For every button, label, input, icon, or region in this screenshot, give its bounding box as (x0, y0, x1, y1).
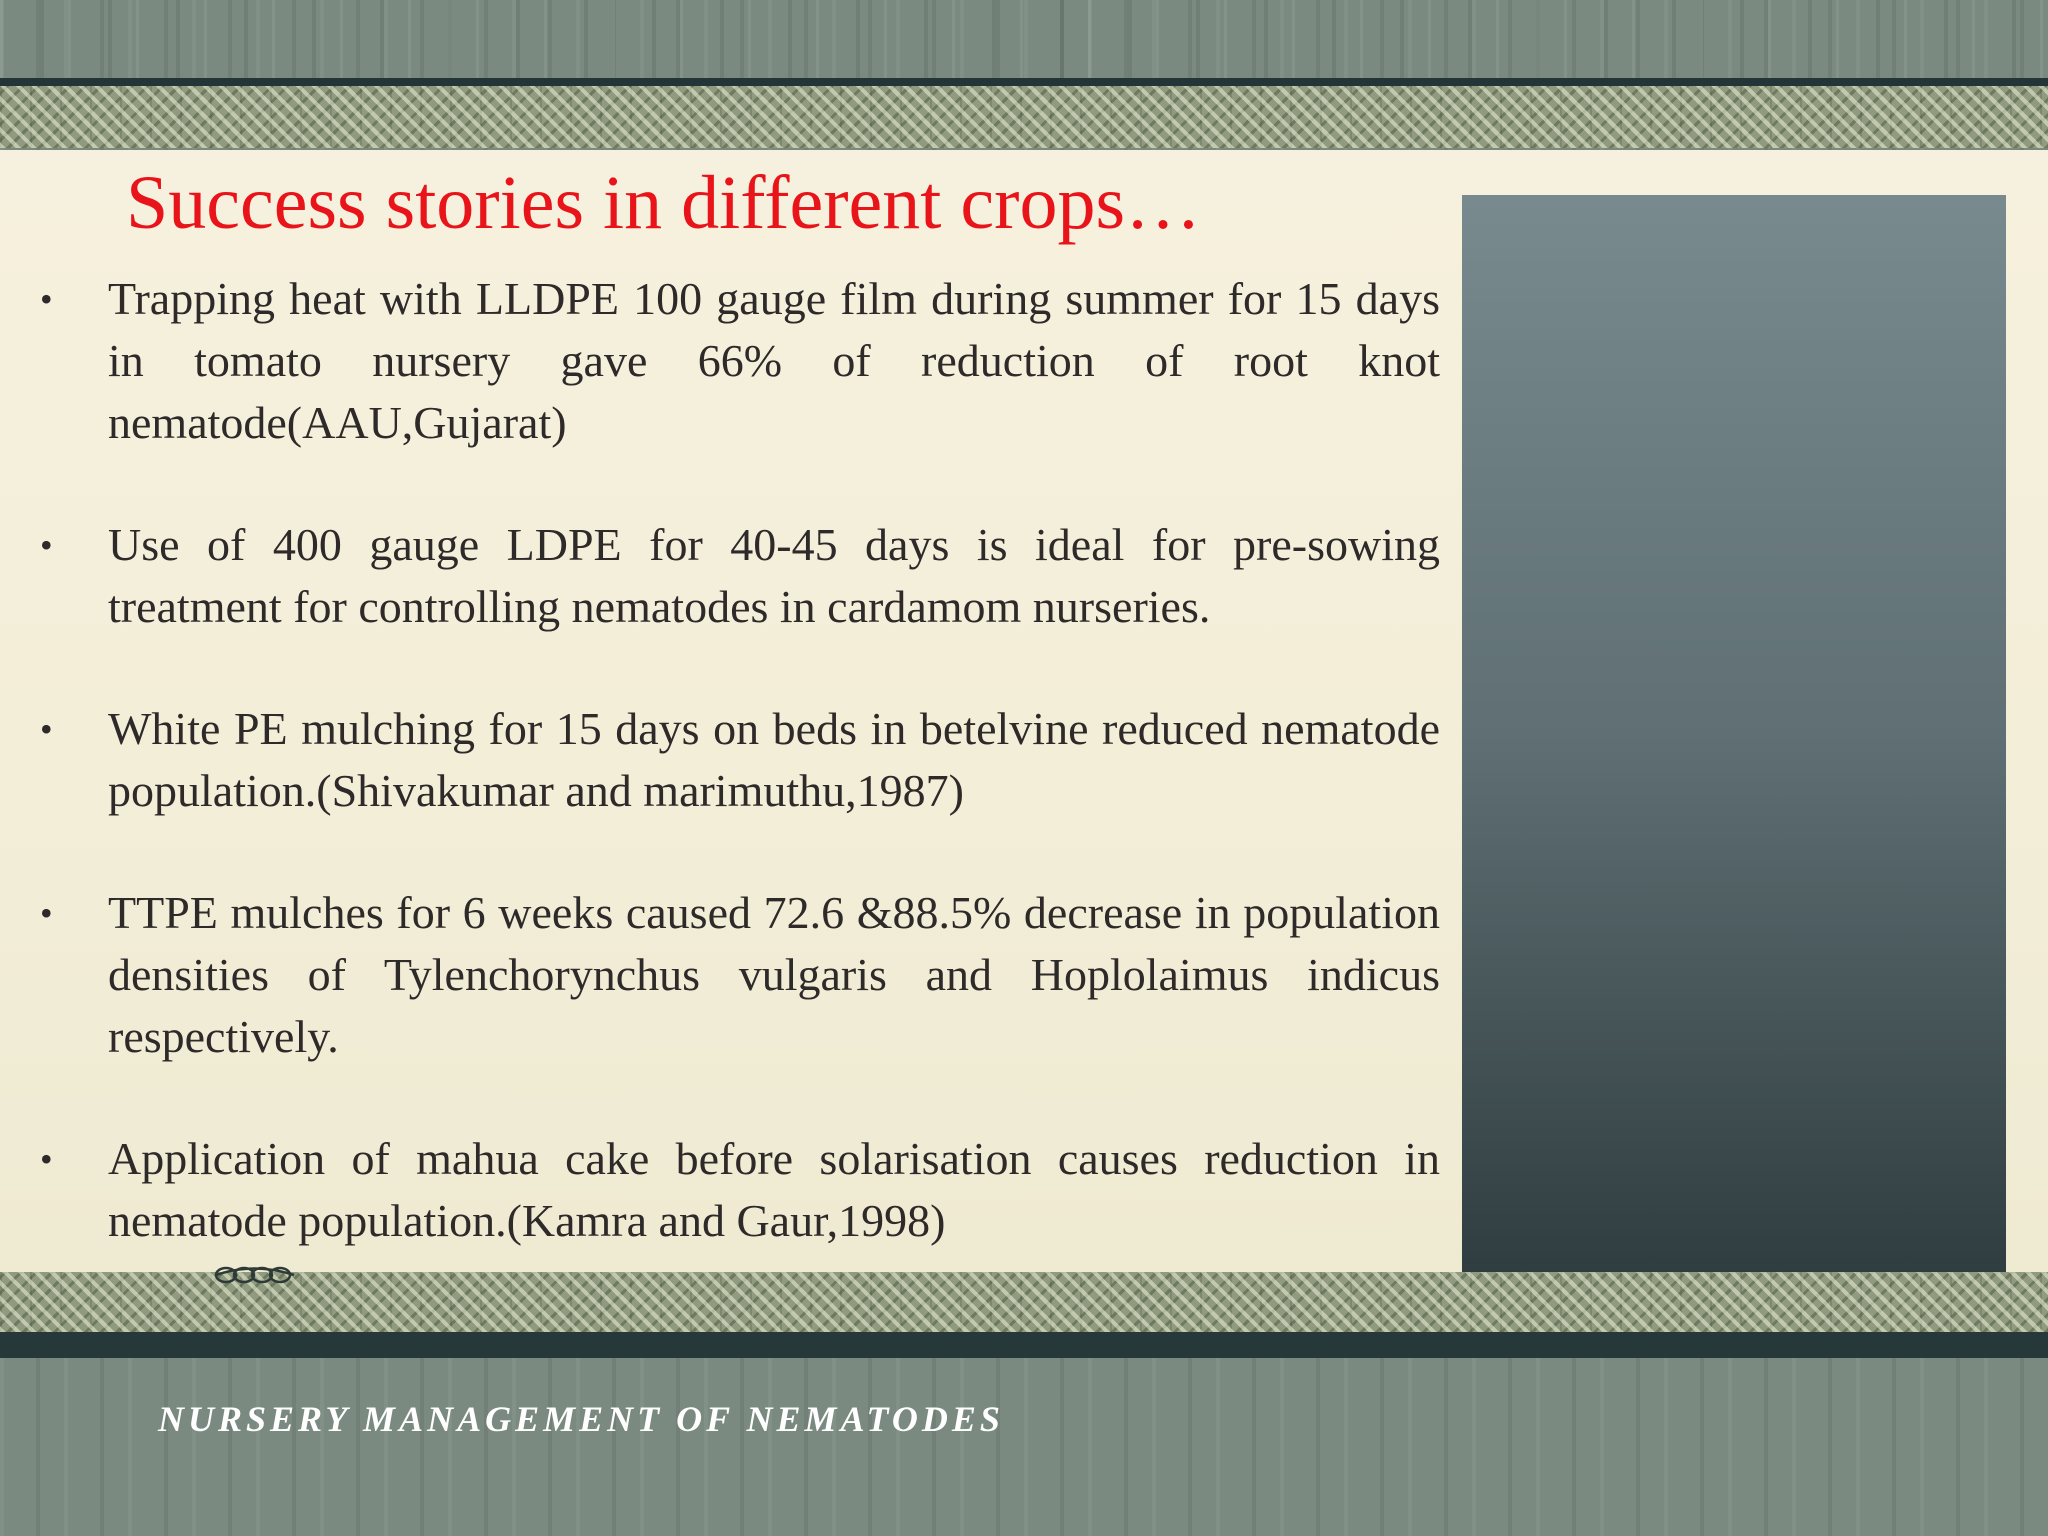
bullet-item (40, 698, 1440, 822)
bullet-icon: • (40, 709, 53, 749)
side-gradient-panel (1462, 195, 2006, 1275)
bullet-text: Application of mahua cake before solarisation causes reduction in nematode population.(Kamra and Gaur,1998) (108, 1133, 1440, 1246)
footer-title: NURSERY MANAGEMENT OF NEMATODES (158, 1399, 1004, 1439)
bullet-text: Trapping heat with LLDPE 100 gauge film during summer for 15 days in tomato nursery gave 66% of reduction of root knot nematode(AAU,Gujarat) (108, 273, 1440, 448)
slide-title: Success stories in different crops… (126, 161, 1202, 245)
bullet-list (40, 268, 1440, 1312)
top-background-band (0, 0, 2048, 78)
bullet-item (40, 1128, 1440, 1252)
top-border-line (0, 78, 2048, 86)
bullet-icon: • (40, 893, 53, 933)
bullet-item (40, 514, 1440, 638)
top-decorative-border (0, 86, 2048, 148)
bullet-item (40, 882, 1440, 1068)
bottom-border-band (0, 1332, 2048, 1358)
bullet-icon: • (40, 279, 53, 319)
bullet-icon: • (40, 525, 53, 565)
bullet-text: TTPE mulches for 6 weeks caused 72.6 &88.5% decrease in population densities of Tylenchorynchus vulgaris and Hoplolaimus indicus respectively. (108, 887, 1440, 1062)
bullet-item (40, 268, 1440, 454)
chain-scroll-icon (214, 1262, 304, 1288)
bottom-decorative-border (0, 1272, 2048, 1332)
bullet-icon: • (40, 1139, 53, 1179)
bullet-text: White PE mulching for 15 days on beds in betelvine reduced nematode population.(Shivakumar and marimuthu,1987) (108, 703, 1440, 816)
bullet-text: Use of 400 gauge LDPE for 40-45 days is ideal for pre-sowing treatment for controlling nematodes in cardamom nurseries. (108, 519, 1440, 632)
